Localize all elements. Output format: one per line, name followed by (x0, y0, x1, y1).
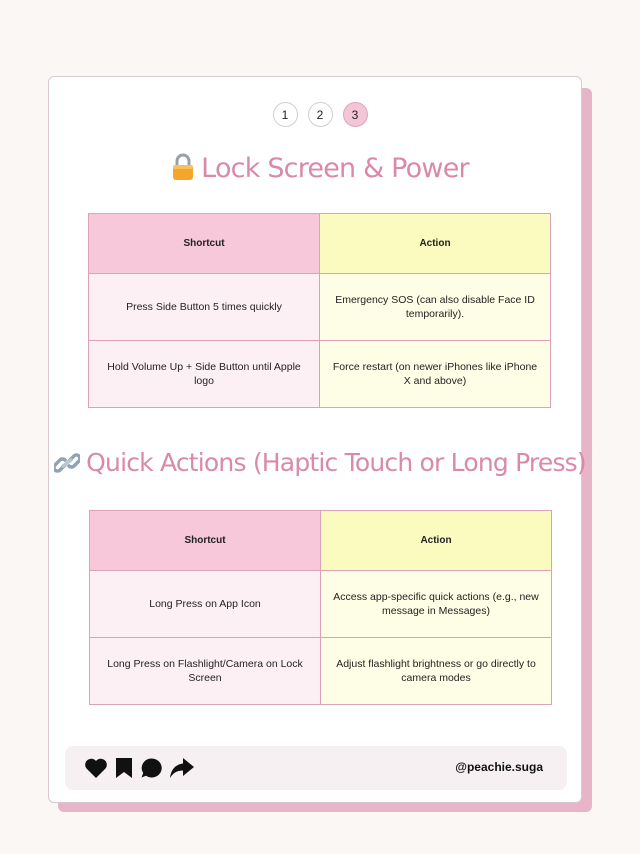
action-cell: Emergency SOS (can also disable Face ID temporarily). (320, 274, 551, 341)
section-title-lock-screen (0, 153, 640, 188)
action-cell: Force restart (on newer iPhones like iPhone X and above) (320, 341, 551, 408)
page-2-button[interactable]: 2 (308, 102, 333, 127)
table-row (89, 274, 551, 341)
section-title-quick-actions (0, 448, 640, 481)
shortcut-cell: Hold Volume Up + Side Button until Apple logo (89, 341, 320, 408)
shortcut-table-lock-screen (88, 213, 551, 408)
header-shortcut: Shortcut (89, 214, 320, 274)
shortcut-cell: Long Press on App Icon (90, 571, 321, 638)
shortcut-cell: Press Side Button 5 times quickly (89, 274, 320, 341)
table-row (90, 571, 552, 638)
shortcut-table-quick-actions (89, 510, 552, 705)
table-row (89, 341, 551, 408)
page-1-button[interactable]: 1 (273, 102, 298, 127)
header-action: Action (320, 214, 551, 274)
link-icon (54, 451, 80, 481)
page-indicator (0, 102, 640, 127)
page-3-button[interactable]: 3 (343, 102, 368, 127)
action-cell: Adjust flashlight brightness or go directly to camera modes (321, 638, 552, 705)
action-cell: Access app-specific quick actions (e.g., new message in Messages) (321, 571, 552, 638)
section-title-text: Quick Actions (Haptic Touch or Long Press) (86, 448, 586, 477)
share-icon[interactable] (169, 757, 195, 784)
heart-icon[interactable] (84, 757, 108, 784)
bookmark-icon[interactable] (113, 757, 135, 784)
shortcut-cell: Long Press on Flashlight/Camera on Lock Screen (90, 638, 321, 705)
action-icons (84, 757, 195, 784)
table-header-row (90, 511, 552, 571)
lock-icon (171, 153, 195, 188)
comment-icon[interactable] (140, 757, 164, 784)
author-handle[interactable]: @peachie.suga (455, 760, 543, 774)
section-title-text: Lock Screen & Power (201, 153, 469, 184)
header-shortcut: Shortcut (90, 511, 321, 571)
table-row (90, 638, 552, 705)
social-footer (65, 746, 567, 790)
header-action: Action (321, 511, 552, 571)
table-header-row (89, 214, 551, 274)
